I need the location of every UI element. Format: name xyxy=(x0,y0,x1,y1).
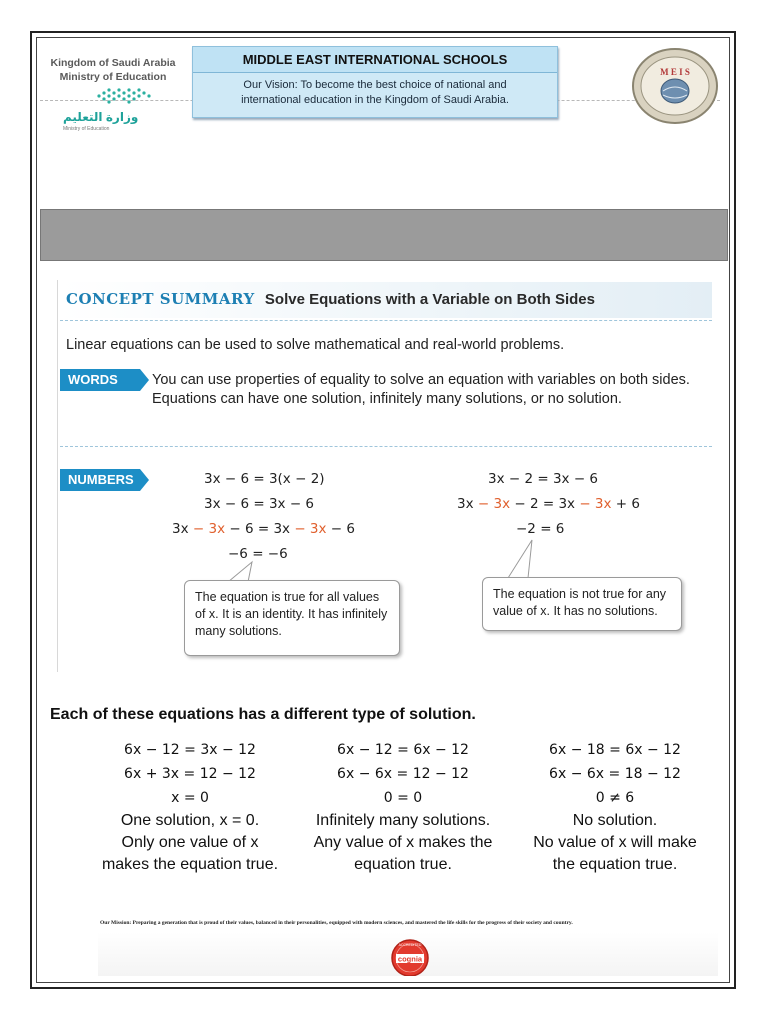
col3-eq1: 6x − 18 = 6x − 12 xyxy=(549,742,681,758)
vision-line-1: Our Vision: To become the best choice of national and xyxy=(243,79,507,91)
school-name: MIDDLE EAST INTERNATIONAL SCHOOLS xyxy=(193,47,557,73)
right-eq-line-2b: − 3x xyxy=(477,496,511,512)
col1-eq1: 6x − 12 = 3x − 12 xyxy=(124,742,256,758)
left-eq-line-3c: − 6 = 3x xyxy=(225,521,295,537)
left-eq-line-3d: − 3x xyxy=(294,521,327,537)
ministry-line-2: Ministry of Education xyxy=(59,71,167,83)
col3-eq2: 6x − 6x = 18 − 12 xyxy=(549,766,681,782)
left-callout: The equation is true for all values of x. It is an identity. It has infinitely many solutions. xyxy=(184,580,400,656)
example-column-1 xyxy=(80,738,300,876)
col2-eq1: 6x − 12 = 6x − 12 xyxy=(337,742,469,758)
right-eq-line-2e: + 6 xyxy=(611,496,640,512)
col1-eq3: x = 0 xyxy=(171,790,209,806)
concept-keyword: CONCEPT SUMMARY xyxy=(66,290,255,308)
example-column-3 xyxy=(512,738,718,876)
mission-statement: Our Mission: Preparing a generation that is proud of their values, balanced in their personalities, equipped with modern sciences, and mastered the life skills for the progress of their society and country. xyxy=(100,920,573,926)
col2-explain-2: equation true. xyxy=(354,856,452,873)
right-eq-line-2c: − 2 = 3x xyxy=(510,496,580,512)
col3-explain-2: the equation true. xyxy=(552,856,678,873)
col3-explain-1: No value of x will make xyxy=(533,834,697,851)
examples-heading: Each of these equations has a different type of solution. xyxy=(50,706,476,723)
vision-line-2: international education in the Kingdom of Saudi Arabia. xyxy=(241,94,509,106)
col1-result: One solution, x = 0. xyxy=(120,812,260,829)
left-eq-line-1: 3x − 6 = 3(x − 2) xyxy=(204,471,325,487)
concept-intro: Linear equations can be used to solve mathematical and real-world problems. xyxy=(66,337,565,353)
example-column-2 xyxy=(295,738,511,876)
col2-explain-1: Any value of x makes the xyxy=(313,834,493,851)
cognia-accredited-text: ACCREDITED xyxy=(398,943,422,947)
cognia-logo-text: cognia xyxy=(397,954,423,964)
cognia-badge-icon xyxy=(384,936,436,976)
col2-eq3: 0 = 0 xyxy=(383,790,423,806)
concept-subtitle: Solve Equations with a Variable on Both Sides xyxy=(264,291,595,308)
left-eq-line-3b: − 3x xyxy=(192,521,226,537)
right-eq-line-3: −2 = 6 xyxy=(516,521,565,537)
right-eq-line-2d: − 3x xyxy=(579,496,612,512)
words-text: You can use properties of equality to solve an equation with variables on both sides. Equations can have one solution, infinitely many solutions, or no solution. xyxy=(152,372,690,407)
left-eq-line-3a: 3x xyxy=(172,521,193,537)
col1-explain-1: Only one value of x xyxy=(121,834,259,851)
col3-eq3: 0 ≠ 6 xyxy=(595,790,635,806)
col1-eq2: 6x + 3x = 12 − 12 xyxy=(124,766,256,782)
right-eq-line-2a: 3x xyxy=(457,496,478,512)
seal-text: M E I S xyxy=(660,67,690,77)
left-eq-line-2: 3x − 6 = 3x − 6 xyxy=(204,496,315,512)
col2-eq2: 6x − 6x = 12 − 12 xyxy=(337,766,469,782)
words-tag: WORDS xyxy=(60,369,140,391)
right-eq-line-1: 3x − 2 = 3x − 6 xyxy=(488,471,599,487)
right-callout: The equation is not true for any value of x. It has no solutions. xyxy=(482,577,682,631)
left-eq-line-4: −6 = −6 xyxy=(228,546,288,562)
moe-logo-arabic: وزارة التعليم xyxy=(63,110,139,124)
col1-explain-2: makes the equation true. xyxy=(101,856,279,873)
numbers-tag: NUMBERS xyxy=(60,469,140,491)
col2-result: Infinitely many solutions. xyxy=(315,812,491,829)
ministry-line-1: Kingdom of Saudi Arabia xyxy=(50,57,176,69)
moe-logo-english: Ministry of Education xyxy=(63,126,110,132)
col3-result: No solution. xyxy=(572,812,658,829)
left-eq-line-3e: − 6 xyxy=(326,521,355,537)
